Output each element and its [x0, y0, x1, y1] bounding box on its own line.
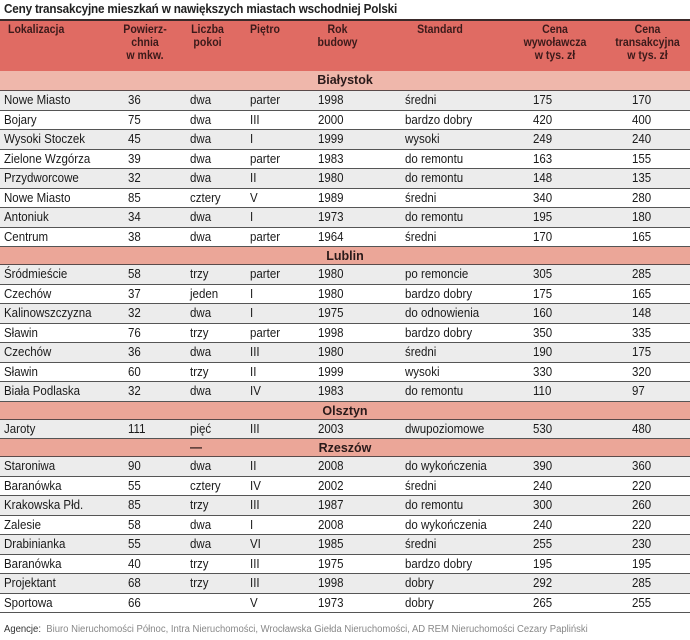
cell-rok-budowy: 1980: [318, 345, 344, 359]
col-header-standard: [400, 23, 479, 36]
cell-powierzchnia: 34: [128, 210, 141, 224]
cell-cena-transakcyjna: 148: [632, 306, 652, 320]
cell-pietro: I: [250, 517, 254, 532]
cell-cena-wywolawcza: 292: [533, 576, 553, 590]
cell-rok-budowy: 1998: [318, 576, 344, 590]
col-header-line: w tys. zł: [627, 48, 668, 62]
cell-lokalizacja: Drabinianka: [4, 537, 66, 551]
cell-standard: średni: [405, 345, 437, 359]
cell-powierzchnia: 90: [128, 459, 141, 473]
table-row: [0, 516, 690, 536]
cell-cena-transakcyjna: 165: [632, 286, 652, 301]
cell-cena-transakcyjna: 165: [632, 229, 652, 244]
cell-pietro: I: [250, 210, 254, 224]
cell-cena-wywolawcza: 240: [533, 478, 553, 493]
table-row: [0, 265, 690, 285]
cell-rok-budowy: 1998: [318, 93, 344, 107]
cell-liczba-pokoi: trzy: [190, 267, 209, 281]
col-header-line: budowy: [317, 35, 358, 49]
cell-standard: średni: [405, 478, 437, 493]
cell-lokalizacja: Zielone Wzgórza: [4, 151, 91, 166]
cell-cena-wywolawcza: 350: [533, 325, 553, 340]
cell-pietro: II: [250, 171, 257, 185]
cell-powierzchnia: 36: [128, 345, 141, 359]
cell-rok-budowy: 1983: [318, 151, 344, 166]
cell-liczba-pokoi: dwa: [190, 151, 212, 166]
cell-rok-budowy: 1999: [318, 132, 344, 146]
cell-cena-transakcyjna: 400: [632, 112, 652, 127]
cell-cena-wywolawcza: 148: [533, 171, 553, 185]
cell-pietro: III: [250, 498, 260, 512]
cell-cena-wywolawcza: 170: [533, 229, 553, 244]
table-title: Ceny transakcyjne mieszkań w nawiększych miastach wschodniej Polski: [4, 1, 398, 16]
cell-cena-transakcyjna: 170: [632, 93, 652, 107]
cell-pietro: parter: [250, 267, 281, 281]
section-city-name: Olsztyn: [322, 403, 368, 418]
section-city-name: Lublin: [326, 249, 364, 263]
table-row: [0, 150, 690, 170]
cell-cena-wywolawcza: 163: [533, 151, 553, 166]
cell-rok-budowy: 1999: [318, 364, 344, 379]
cell-cena-transakcyjna: 280: [632, 190, 652, 205]
cell-lokalizacja: Centrum: [4, 229, 49, 244]
table-row: [0, 594, 690, 614]
footer-label: Agencje: [4, 624, 39, 635]
col-header-powierzchnia: [114, 23, 176, 62]
cell-lokalizacja: Śródmieście: [4, 267, 68, 281]
table-body: [0, 71, 690, 613]
cell-pietro: III: [250, 421, 260, 436]
cell-lokalizacja: Kalinowszczyzna: [4, 306, 92, 320]
cell-lokalizacja: Sportowa: [4, 595, 53, 610]
cell-standard: do wykończenia: [405, 459, 487, 473]
cell-rok-budowy: 1983: [318, 384, 344, 398]
footer-colon: :: [38, 624, 41, 635]
source-footer: [4, 624, 588, 635]
cell-rok-budowy: 2000: [318, 112, 344, 127]
cell-cena-transakcyjna: 135: [632, 171, 652, 185]
col-header-line: w tys. zł: [534, 48, 576, 62]
cell-liczba-pokoi: trzy: [190, 498, 209, 512]
table-row: [0, 496, 690, 516]
cell-cena-wywolawcza: 240: [533, 517, 553, 532]
cell-liczba-pokoi: dwa: [190, 210, 212, 224]
cell-cena-wywolawcza: 195: [533, 210, 553, 224]
cell-cena-wywolawcza: 249: [533, 132, 553, 146]
cell-lokalizacja: Baranówka: [4, 556, 62, 571]
cell-pietro: III: [250, 576, 260, 590]
cell-lokalizacja: Zalesie: [4, 517, 42, 532]
cell-powierzchnia: 40: [128, 556, 141, 571]
cell-standard: do remontu: [405, 384, 464, 398]
cell-pietro: II: [250, 364, 257, 379]
cell-cena-wywolawcza: 300: [533, 498, 553, 512]
table-row: [0, 574, 690, 594]
cell-powierzchnia: 60: [128, 364, 141, 379]
col-header-line: Liczba: [191, 22, 224, 36]
cell-pietro: I: [250, 306, 254, 320]
cell-rok-budowy: 1973: [318, 595, 344, 610]
col-header-cena-wywolawcza: [507, 23, 604, 62]
cell-standard: do wykończenia: [405, 517, 487, 532]
cell-rok-budowy: 1973: [318, 210, 344, 224]
cell-liczba-pokoi: pięć: [190, 421, 212, 436]
cell-pietro: VI: [250, 537, 261, 551]
cell-lokalizacja: Krakowska Płd.: [4, 498, 84, 512]
cell-standard: do remontu: [405, 498, 464, 512]
cell-pietro: V: [250, 190, 258, 205]
cell-cena-transakcyjna: 260: [632, 498, 652, 512]
cell-liczba-pokoi: cztery: [190, 190, 221, 205]
cell-powierzchnia: 55: [128, 537, 141, 551]
cell-pietro: V: [250, 595, 258, 610]
cell-powierzchnia: 32: [128, 306, 141, 320]
cell-cena-wywolawcza: 175: [533, 286, 553, 301]
cell-cena-transakcyjna: 335: [632, 325, 652, 340]
cell-cena-wywolawcza: 305: [533, 267, 553, 281]
cell-liczba-pokoi: dwa: [190, 112, 212, 127]
cell-standard: dobry: [405, 595, 434, 610]
cell-standard: po remoncie: [405, 267, 469, 281]
cell-liczba-pokoi: cztery: [190, 478, 221, 493]
cell-powierzchnia: 39: [128, 151, 141, 166]
cell-rok-budowy: 1980: [318, 171, 344, 185]
cell-pietro: III: [250, 112, 260, 127]
cell-powierzchnia: 76: [128, 325, 141, 340]
cell-cena-wywolawcza: 390: [533, 459, 553, 473]
cell-standard: wysoki: [405, 132, 440, 146]
cell-standard: do remontu: [405, 210, 464, 224]
cell-cena-wywolawcza: 330: [533, 364, 553, 379]
cell-cena-transakcyjna: 285: [632, 267, 652, 281]
cell-cena-wywolawcza: 420: [533, 112, 553, 127]
cell-standard: średni: [405, 93, 437, 107]
cell-lokalizacja: Czechów: [4, 286, 52, 301]
cell-standard: bardzo dobry: [405, 112, 473, 127]
cell-powierzchnia: 58: [128, 267, 141, 281]
cell-cena-transakcyjna: 255: [632, 595, 652, 610]
cell-pietro: parter: [250, 325, 281, 340]
cell-powierzchnia: 36: [128, 93, 141, 107]
cell-lokalizacja: Nowe Miasto: [4, 93, 71, 107]
cell-pietro: I: [250, 286, 254, 301]
section-header-row: [0, 247, 690, 265]
col-header-cena-transakcyjna: [606, 23, 690, 62]
cell-pietro: parter: [250, 151, 281, 166]
cell-cena-transakcyjna: 220: [632, 478, 652, 493]
cell-rok-budowy: 1998: [318, 325, 344, 340]
cell-rok-budowy: 1975: [318, 556, 344, 571]
cell-cena-transakcyjna: 240: [632, 132, 652, 146]
table-row: [0, 382, 690, 402]
cell-standard: do odnowienia: [405, 306, 480, 320]
cell-pietro: parter: [250, 93, 281, 107]
col-header-line: Cena: [634, 22, 661, 36]
table-row: [0, 420, 690, 440]
cell-cena-transakcyjna: 360: [632, 459, 652, 473]
cell-standard: średni: [405, 537, 437, 551]
cell-lokalizacja: Sławin: [4, 364, 38, 379]
section-dash: —: [190, 440, 202, 454]
cell-rok-budowy: 1989: [318, 190, 344, 205]
cell-cena-wywolawcza: 160: [533, 306, 553, 320]
cell-cena-transakcyjna: 180: [632, 210, 652, 224]
table-row: [0, 555, 690, 575]
table-row: [0, 477, 690, 497]
section-city-name: Rzeszów: [318, 441, 372, 455]
cell-powierzchnia: 45: [128, 132, 141, 146]
cell-liczba-pokoi: dwa: [190, 459, 212, 473]
col-header-line: Powierz-: [123, 22, 167, 36]
table-row: [0, 324, 690, 344]
col-header-line: wywoławcza: [523, 35, 587, 49]
cell-powierzchnia: 75: [128, 112, 141, 127]
cell-lokalizacja: Staroniwa: [4, 459, 56, 473]
col-header-line: Lokalizacja: [8, 22, 65, 36]
cell-cena-transakcyjna: 155: [632, 151, 652, 166]
cell-standard: bardzo dobry: [405, 556, 473, 571]
cell-lokalizacja: Projektant: [4, 576, 56, 590]
cell-lokalizacja: Baranówka: [4, 478, 62, 493]
cell-cena-wywolawcza: 530: [533, 421, 553, 436]
cell-powierzchnia: 85: [128, 190, 141, 205]
cell-standard: dobry: [405, 576, 434, 590]
cell-standard: dwupoziomowe: [405, 421, 485, 436]
cell-cena-wywolawcza: 265: [533, 595, 553, 610]
cell-rok-budowy: 2002: [318, 478, 344, 493]
cell-rok-budowy: 1975: [318, 306, 344, 320]
cell-rok-budowy: 2008: [318, 517, 344, 532]
cell-standard: bardzo dobry: [405, 325, 473, 340]
col-header-line: transakcyjna: [615, 35, 680, 49]
cell-cena-transakcyjna: 230: [632, 537, 652, 551]
col-header-liczba-pokoi: [183, 23, 231, 49]
cell-rok-budowy: 2008: [318, 459, 344, 473]
cell-lokalizacja: Antoniuk: [4, 210, 49, 224]
section-header-row: [0, 71, 690, 91]
cell-liczba-pokoi: dwa: [190, 517, 212, 532]
cell-standard: bardzo dobry: [405, 286, 473, 301]
cell-lokalizacja: Bojary: [4, 112, 37, 127]
table-row: [0, 285, 690, 305]
cell-liczba-pokoi: dwa: [190, 229, 212, 244]
table-row: [0, 130, 690, 150]
cell-cena-transakcyjna: 175: [632, 345, 652, 359]
col-header-line: Rok: [327, 22, 348, 36]
cell-pietro: IV: [250, 478, 261, 493]
cell-liczba-pokoi: dwa: [190, 93, 212, 107]
table-row: [0, 343, 690, 363]
cell-standard: średni: [405, 190, 437, 205]
cell-cena-transakcyjna: 97: [632, 384, 645, 398]
cell-standard: wysoki: [405, 364, 440, 379]
col-header-line: Cena: [542, 22, 568, 36]
cell-powierzchnia: 37: [128, 286, 141, 301]
cell-lokalizacja: Nowe Miasto: [4, 190, 71, 205]
col-header-pietro: [250, 23, 303, 36]
table-header: [0, 19, 690, 71]
cell-cena-transakcyjna: 285: [632, 576, 652, 590]
cell-standard: do remontu: [405, 171, 464, 185]
cell-liczba-pokoi: trzy: [190, 364, 209, 379]
cell-liczba-pokoi: trzy: [190, 325, 209, 340]
cell-liczba-pokoi: dwa: [190, 132, 212, 146]
cell-rok-budowy: 1964: [318, 229, 344, 244]
cell-cena-transakcyjna: 320: [632, 364, 652, 379]
col-header-lokalizacja: [8, 23, 105, 36]
cell-pietro: III: [250, 345, 260, 359]
cell-cena-wywolawcza: 110: [533, 384, 552, 398]
cell-lokalizacja: Przydworcowe: [4, 171, 79, 185]
cell-powierzchnia: 66: [128, 595, 141, 610]
cell-rok-budowy: 1980: [318, 286, 344, 301]
col-header-line: w mkw.: [126, 48, 164, 62]
cell-cena-wywolawcza: 195: [533, 556, 553, 571]
cell-lokalizacja: Sławin: [4, 325, 38, 340]
cell-powierzchnia: 111: [128, 421, 146, 436]
cell-powierzchnia: 38: [128, 229, 141, 244]
cell-standard: do remontu: [405, 151, 464, 166]
cell-liczba-pokoi: dwa: [190, 384, 212, 398]
footer-text: Biuro Nieruchomości Północ, Intra Nieruchomości, Wrocławska Giełda Nieruchomości, AD REM Nieruchomości Cezary Papliński: [46, 624, 588, 635]
cell-pietro: II: [250, 459, 257, 473]
cell-powierzchnia: 55: [128, 478, 141, 493]
cell-pietro: I: [250, 132, 254, 146]
table-row: [0, 228, 690, 248]
section-header-row: [0, 439, 690, 457]
table-row: [0, 304, 690, 324]
table-row: [0, 111, 690, 131]
cell-liczba-pokoi: dwa: [190, 306, 212, 320]
cell-liczba-pokoi: dwa: [190, 537, 212, 551]
cell-cena-transakcyjna: 195: [632, 556, 652, 571]
section-city-name: Białystok: [317, 73, 373, 87]
table-row: [0, 189, 690, 209]
cell-standard: średni: [405, 229, 437, 244]
section-header-row: [0, 402, 690, 420]
col-header-line: Piętro: [250, 22, 280, 36]
table-row: [0, 208, 690, 228]
cell-powierzchnia: 58: [128, 517, 141, 532]
cell-cena-wywolawcza: 255: [533, 537, 553, 551]
col-header-line: pokoi: [193, 35, 222, 49]
col-header-line: chnia: [131, 35, 159, 49]
cell-lokalizacja: Biała Podlaska: [4, 384, 81, 398]
cell-pietro: parter: [250, 229, 281, 244]
table-row: [0, 91, 690, 111]
table-row: [0, 169, 690, 189]
col-header-rok-budowy: [309, 23, 366, 49]
table-row: [0, 363, 690, 383]
cell-liczba-pokoi: dwa: [190, 345, 212, 359]
table-row: [0, 457, 690, 477]
cell-lokalizacja: Jaroty: [4, 421, 36, 436]
cell-lokalizacja: Czechów: [4, 345, 52, 359]
cell-cena-transakcyjna: 480: [632, 421, 652, 436]
cell-cena-wywolawcza: 340: [533, 190, 553, 205]
price-table: [0, 19, 690, 613]
cell-rok-budowy: 1987: [318, 498, 344, 512]
cell-cena-transakcyjna: 220: [632, 517, 652, 532]
cell-liczba-pokoi: dwa: [190, 171, 212, 185]
cell-liczba-pokoi: trzy: [190, 556, 209, 571]
cell-pietro: IV: [250, 384, 261, 398]
cell-powierzchnia: 32: [128, 171, 141, 185]
cell-pietro: III: [250, 556, 260, 571]
cell-rok-budowy: 1980: [318, 267, 344, 281]
table-row: [0, 535, 690, 555]
cell-rok-budowy: 2003: [318, 421, 344, 436]
cell-rok-budowy: 1985: [318, 537, 344, 551]
cell-liczba-pokoi: trzy: [190, 576, 209, 590]
cell-cena-wywolawcza: 175: [533, 93, 553, 107]
cell-cena-wywolawcza: 190: [533, 345, 553, 359]
cell-powierzchnia: 68: [128, 576, 141, 590]
col-header-line: Standard: [417, 22, 463, 36]
cell-liczba-pokoi: jeden: [190, 286, 219, 301]
cell-lokalizacja: Wysoki Stoczek: [4, 132, 86, 146]
cell-powierzchnia: 32: [128, 384, 141, 398]
cell-powierzchnia: 85: [128, 498, 141, 512]
